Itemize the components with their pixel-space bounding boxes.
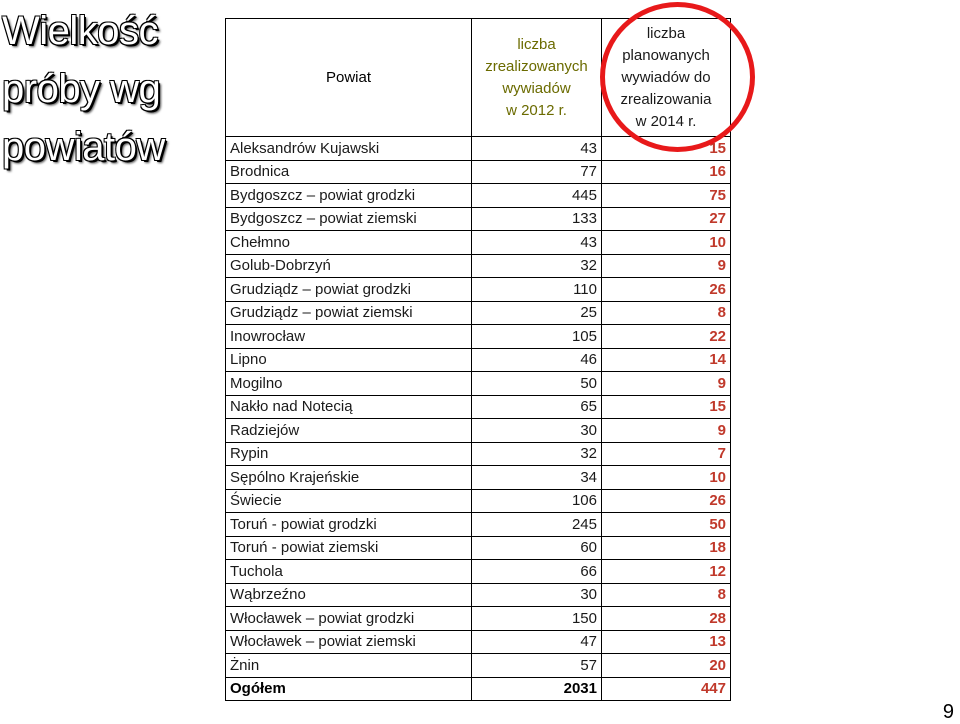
realized-count-cell: 43 xyxy=(472,137,602,161)
table-row xyxy=(226,583,731,607)
powiat-name-cell: Toruń - powiat grodzki xyxy=(226,513,472,537)
table-row xyxy=(226,630,731,654)
header-realized-line: w 2012 r. xyxy=(506,101,567,119)
powiat-name-cell: Bydgoszcz – powiat ziemski xyxy=(226,207,472,231)
planned-count-cell: 20 xyxy=(602,654,731,678)
planned-count-cell: 26 xyxy=(602,489,731,513)
header-planned-line: planowanych xyxy=(622,46,710,64)
powiat-name-cell: Chełmno xyxy=(226,231,472,255)
planned-count-cell: 8 xyxy=(602,301,731,325)
planned-count-cell: 26 xyxy=(602,278,731,302)
sample-size-table xyxy=(225,18,731,701)
realized-count-cell: 47 xyxy=(472,630,602,654)
powiat-name-cell: Toruń - powiat ziemski xyxy=(226,536,472,560)
powiat-name-cell: Grudziądz – powiat grodzki xyxy=(226,278,472,302)
header-planned-line: wywiadów do xyxy=(621,68,711,86)
table-header-row xyxy=(226,19,731,137)
realized-count-cell: 32 xyxy=(472,254,602,278)
planned-count-cell: 14 xyxy=(602,348,731,372)
table-row xyxy=(226,137,731,161)
powiat-name-cell: Żnin xyxy=(226,654,472,678)
realized-count-cell: 34 xyxy=(472,466,602,490)
table-row xyxy=(226,348,731,372)
table-total-row xyxy=(226,677,731,701)
realized-count-cell: 2031 xyxy=(472,677,602,701)
powiat-name-cell: Tuchola xyxy=(226,560,472,584)
header-realized-line: liczba xyxy=(517,35,556,53)
planned-count-cell: 22 xyxy=(602,325,731,349)
planned-count-cell: 75 xyxy=(602,184,731,208)
table-row xyxy=(226,560,731,584)
table-row xyxy=(226,254,731,278)
table-row xyxy=(226,466,731,490)
table-row xyxy=(226,395,731,419)
powiat-name-cell: Wąbrzeźno xyxy=(226,583,472,607)
table-row xyxy=(226,372,731,396)
realized-count-cell: 57 xyxy=(472,654,602,678)
page-number: 9 xyxy=(942,701,954,723)
realized-count-cell: 43 xyxy=(472,231,602,255)
powiat-name-cell: Grudziądz – powiat ziemski xyxy=(226,301,472,325)
powiat-name-cell: Sępólno Krajeńskie xyxy=(226,466,472,490)
realized-count-cell: 30 xyxy=(472,419,602,443)
realized-count-cell: 110 xyxy=(472,278,602,302)
realized-count-cell: 46 xyxy=(472,348,602,372)
powiat-name-cell: Włocławek – powiat ziemski xyxy=(226,630,472,654)
header-planned-line: w 2014 r. xyxy=(635,112,697,130)
table-row xyxy=(226,231,731,255)
table-row xyxy=(226,419,731,443)
header-planned xyxy=(602,19,731,137)
table-row xyxy=(226,301,731,325)
slide-title xyxy=(2,2,217,176)
powiat-name-cell: Golub-Dobrzyń xyxy=(226,254,472,278)
table-row xyxy=(226,489,731,513)
planned-count-cell: 16 xyxy=(602,160,731,184)
table-row xyxy=(226,513,731,537)
realized-count-cell: 106 xyxy=(472,489,602,513)
planned-count-cell: 15 xyxy=(602,395,731,419)
realized-count-cell: 105 xyxy=(472,325,602,349)
powiat-name-cell: Włocławek – powiat grodzki xyxy=(226,607,472,631)
planned-count-cell: 10 xyxy=(602,231,731,255)
powiat-name-cell: Lipno xyxy=(226,348,472,372)
table-row xyxy=(226,278,731,302)
realized-count-cell: 32 xyxy=(472,442,602,466)
planned-count-cell: 50 xyxy=(602,513,731,537)
realized-count-cell: 65 xyxy=(472,395,602,419)
realized-count-cell: 66 xyxy=(472,560,602,584)
header-planned-line: zrealizowania xyxy=(620,90,712,108)
powiat-name-cell: Świecie xyxy=(226,489,472,513)
planned-count-cell: 12 xyxy=(602,560,731,584)
realized-count-cell: 133 xyxy=(472,207,602,231)
planned-count-cell: 28 xyxy=(602,607,731,631)
powiat-name-cell: Radziejów xyxy=(226,419,472,443)
powiat-name-cell: Brodnica xyxy=(226,160,472,184)
planned-count-cell: 10 xyxy=(602,466,731,490)
realized-count-cell: 30 xyxy=(472,583,602,607)
table-row xyxy=(226,607,731,631)
table-row xyxy=(226,184,731,208)
header-realized-line: wywiadów xyxy=(502,79,571,97)
realized-count-cell: 150 xyxy=(472,607,602,631)
realized-count-cell: 60 xyxy=(472,536,602,560)
planned-count-cell: 447 xyxy=(602,677,731,701)
header-powiat: Powiat xyxy=(226,19,472,137)
table-row xyxy=(226,442,731,466)
realized-count-cell: 445 xyxy=(472,184,602,208)
powiat-name-cell: Inowrocław xyxy=(226,325,472,349)
powiat-name-cell: Aleksandrów Kujawski xyxy=(226,137,472,161)
planned-count-cell: 13 xyxy=(602,630,731,654)
realized-count-cell: 245 xyxy=(472,513,602,537)
title-line-3: powiatów xyxy=(2,125,165,169)
planned-count-cell: 27 xyxy=(602,207,731,231)
table-row xyxy=(226,207,731,231)
table-row xyxy=(226,160,731,184)
table-row xyxy=(226,325,731,349)
powiat-name-cell: Bydgoszcz – powiat grodzki xyxy=(226,184,472,208)
header-realized-line: zrealizowanych xyxy=(485,57,588,75)
planned-count-cell: 15 xyxy=(602,137,731,161)
planned-count-cell: 7 xyxy=(602,442,731,466)
header-realized xyxy=(472,19,602,137)
planned-count-cell: 9 xyxy=(602,372,731,396)
powiat-name-cell: Nakło nad Notecią xyxy=(226,395,472,419)
table-row xyxy=(226,654,731,678)
title-line-1: Wielkość xyxy=(2,9,159,53)
planned-count-cell: 18 xyxy=(602,536,731,560)
planned-count-cell: 9 xyxy=(602,254,731,278)
realized-count-cell: 77 xyxy=(472,160,602,184)
table-body xyxy=(226,137,731,701)
title-line-2: próby wg xyxy=(2,67,161,111)
table-row xyxy=(226,536,731,560)
header-planned-line: liczba xyxy=(646,24,686,42)
realized-count-cell: 25 xyxy=(472,301,602,325)
realized-count-cell: 50 xyxy=(472,372,602,396)
planned-count-cell: 9 xyxy=(602,419,731,443)
powiat-name-cell: Rypin xyxy=(226,442,472,466)
powiat-name-cell: Mogilno xyxy=(226,372,472,396)
planned-count-cell: 8 xyxy=(602,583,731,607)
powiat-name-cell: Ogółem xyxy=(226,677,472,701)
